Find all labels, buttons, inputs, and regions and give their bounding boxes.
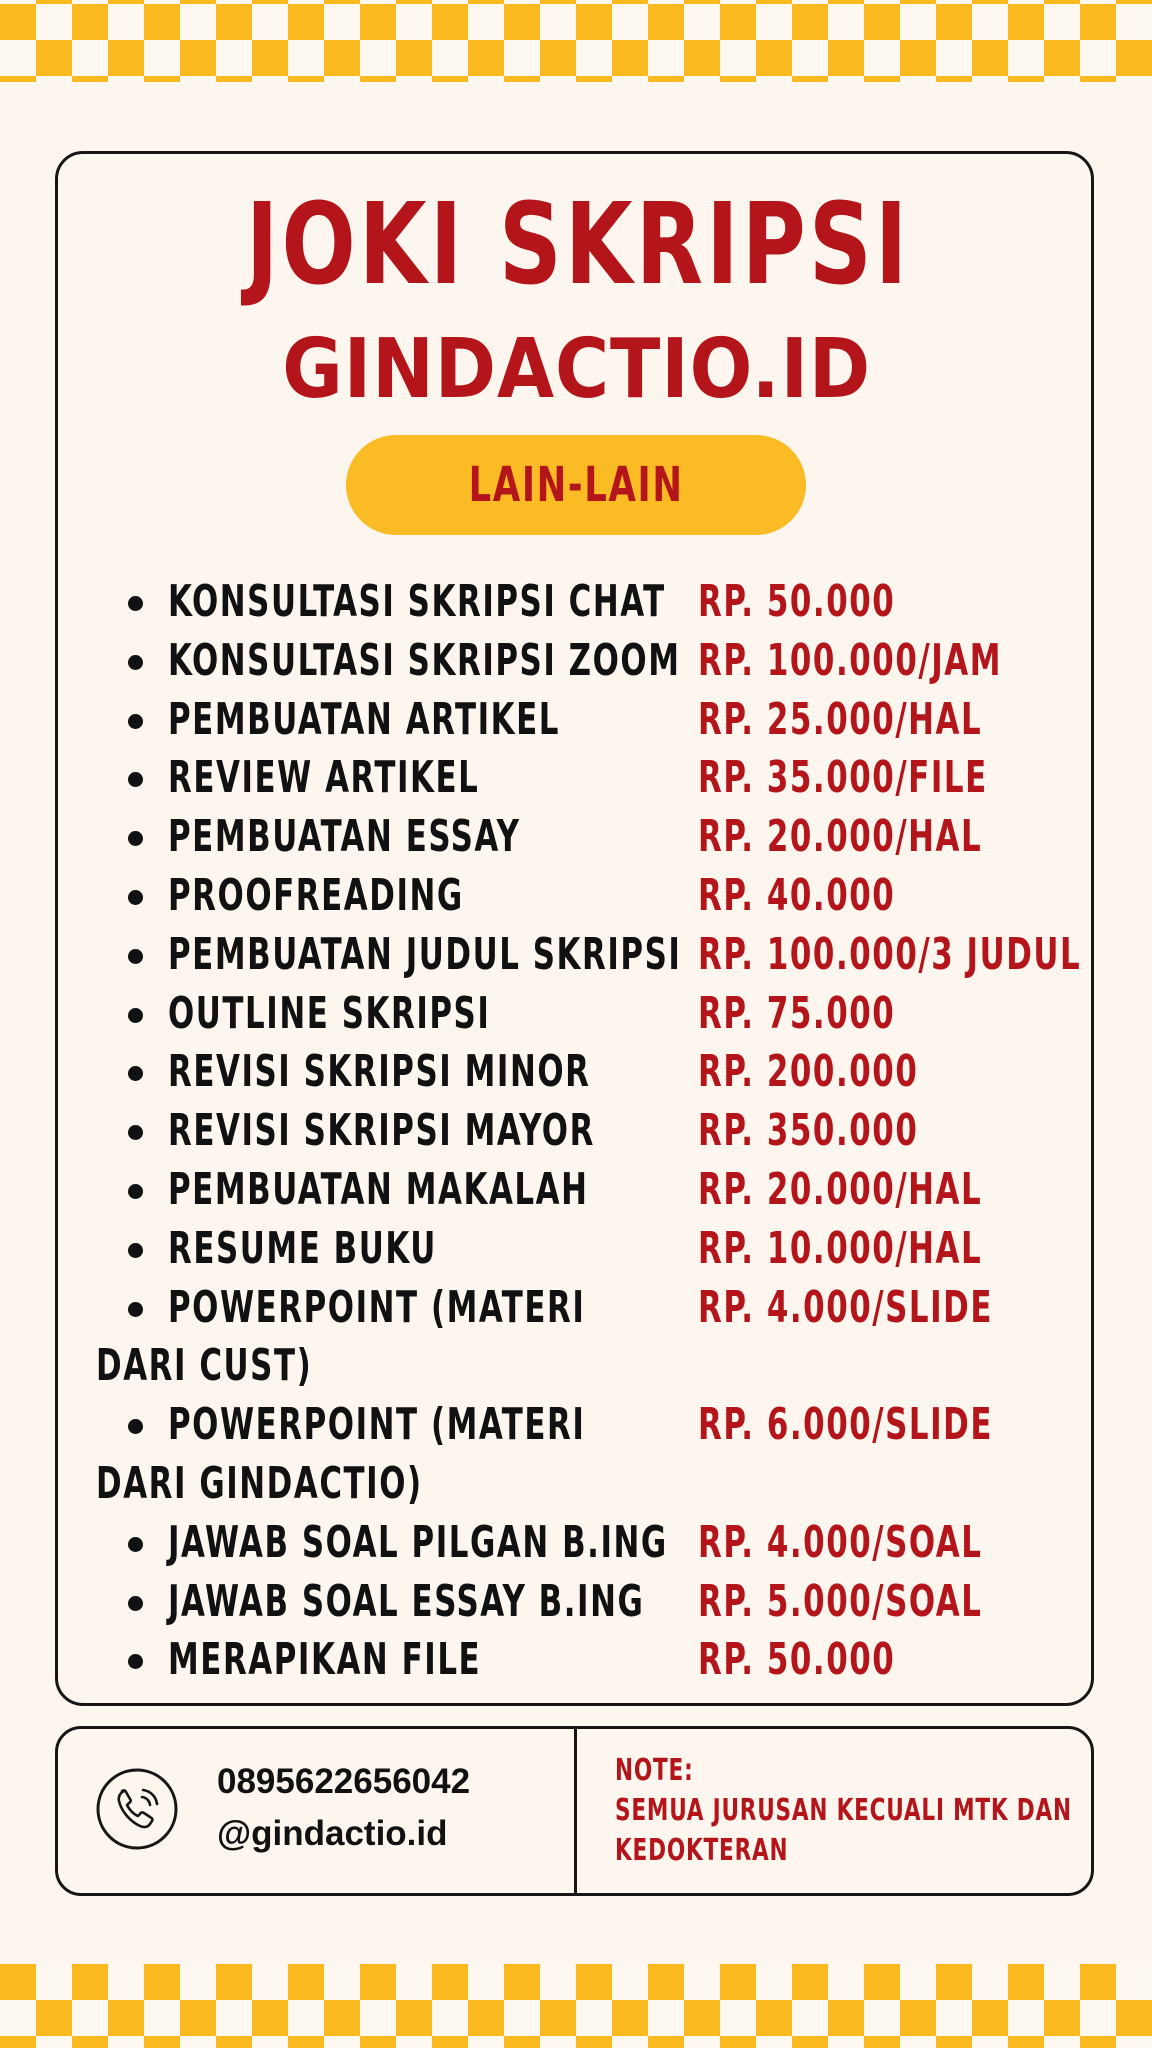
service-name: REVISI SKRIPSI MAYOR xyxy=(168,1105,595,1157)
bullet-icon xyxy=(128,890,143,905)
service-price: RP. 100.000/3 JUDUL xyxy=(698,928,1082,980)
bullet-icon xyxy=(128,596,143,611)
service-price: RP. 75.000 xyxy=(698,987,896,1039)
service-name: OUTLINE SKRIPSI xyxy=(168,987,491,1039)
page-title: JOKI SKRIPSI xyxy=(245,180,911,310)
category-badge xyxy=(346,435,806,535)
list-item xyxy=(0,1279,1152,1392)
bullet-icon xyxy=(128,1419,143,1434)
category-label: LAIN-LAIN xyxy=(468,457,684,513)
list-item xyxy=(0,1102,1152,1160)
list-item xyxy=(0,867,1152,925)
note-text-line-1: SEMUA JURUSAN KECUALI MTK DAN xyxy=(615,1793,1072,1828)
list-item xyxy=(0,1043,1152,1101)
service-name: PEMBUATAN JUDUL SKRIPSI xyxy=(168,928,682,980)
service-name: PEMBUATAN ARTIKEL xyxy=(168,693,561,745)
service-price: RP. 25.000/HAL xyxy=(698,693,983,745)
bullet-icon xyxy=(128,1008,143,1023)
brand-subtitle: GINDACTIO.ID xyxy=(282,322,872,417)
list-item xyxy=(0,1220,1152,1278)
service-price: RP. 4.000/SLIDE xyxy=(698,1281,994,1333)
bullet-icon xyxy=(128,1243,143,1258)
bullet-icon xyxy=(128,949,143,964)
list-item xyxy=(0,632,1152,690)
service-price: RP. 20.000/HAL xyxy=(698,811,983,863)
service-name: REVIEW ARTIKEL xyxy=(168,752,480,804)
note-text xyxy=(615,1791,1072,1871)
contact-phone-number[interactable]: 0895622656042 xyxy=(217,1762,471,1801)
service-name: POWERPOINT (MATERI xyxy=(168,1399,586,1451)
list-item xyxy=(0,1161,1152,1219)
bullet-icon xyxy=(128,1302,143,1317)
service-price: RP. 350.000 xyxy=(698,1105,919,1157)
service-price: RP. 40.000 xyxy=(698,870,896,921)
contact-divider xyxy=(574,1726,577,1896)
service-name: KONSULTASI SKRIPSI ZOOM xyxy=(168,634,681,686)
list-item xyxy=(0,691,1152,749)
service-name: REVISI SKRIPSI MINOR xyxy=(168,1046,591,1098)
bullet-icon xyxy=(128,1596,143,1611)
list-item xyxy=(0,1514,1152,1572)
service-name-continued: DARI GINDACTIO) xyxy=(96,1457,423,1509)
service-name: PROOFREADING xyxy=(168,870,464,921)
service-name: POWERPOINT (MATERI xyxy=(168,1281,586,1333)
list-item xyxy=(0,926,1152,984)
service-price: RP. 6.000/SLIDE xyxy=(698,1399,994,1451)
note-label: NOTE: xyxy=(615,1753,694,1788)
bullet-icon xyxy=(128,772,143,787)
service-name: MERAPIKAN FILE xyxy=(168,1634,482,1686)
service-name: PEMBUATAN ESSAY xyxy=(168,811,521,863)
service-price: RP. 50.000 xyxy=(698,576,896,627)
service-name: JAWAB SOAL PILGAN B.ING xyxy=(168,1516,668,1568)
service-name: RESUME BUKU xyxy=(168,1222,437,1274)
service-price: RP. 100.000/JAM xyxy=(698,634,1002,686)
service-price: RP. 4.000/SOAL xyxy=(698,1516,983,1568)
list-item xyxy=(0,573,1152,631)
bullet-icon xyxy=(128,1066,143,1081)
list-item xyxy=(0,749,1152,807)
contact-social-handle[interactable]: @gindactio.id xyxy=(217,1814,448,1853)
service-price: RP. 35.000/FILE xyxy=(698,752,988,804)
service-price: RP. 20.000/HAL xyxy=(698,1164,983,1215)
bullet-icon xyxy=(128,1654,143,1669)
top-checker-border xyxy=(0,0,1152,82)
bullet-icon xyxy=(128,1125,143,1140)
service-name: JAWAB SOAL ESSAY B.ING xyxy=(168,1575,645,1627)
bullet-icon xyxy=(128,1537,143,1552)
service-name: PEMBUATAN MAKALAH xyxy=(168,1164,589,1215)
bullet-icon xyxy=(128,1184,143,1199)
list-item xyxy=(0,808,1152,866)
service-price: RP. 50.000 xyxy=(698,1634,896,1686)
bullet-icon xyxy=(128,714,143,729)
bullet-icon xyxy=(128,655,143,670)
note-text-line-2: KEDOKTERAN xyxy=(615,1833,789,1868)
list-item xyxy=(0,985,1152,1043)
service-name: KONSULTASI SKRIPSI CHAT xyxy=(168,576,666,627)
service-price: RP. 10.000/HAL xyxy=(698,1222,983,1274)
bullet-icon xyxy=(128,831,143,846)
list-item xyxy=(0,1631,1152,1689)
list-item xyxy=(0,1573,1152,1631)
list-item xyxy=(0,1396,1152,1509)
service-price: RP. 5.000/SOAL xyxy=(698,1575,983,1627)
phone-icon xyxy=(95,1767,179,1851)
service-price: RP. 200.000 xyxy=(698,1046,919,1098)
bottom-checker-border xyxy=(0,1964,1152,2048)
service-name-continued: DARI CUST) xyxy=(96,1340,313,1392)
